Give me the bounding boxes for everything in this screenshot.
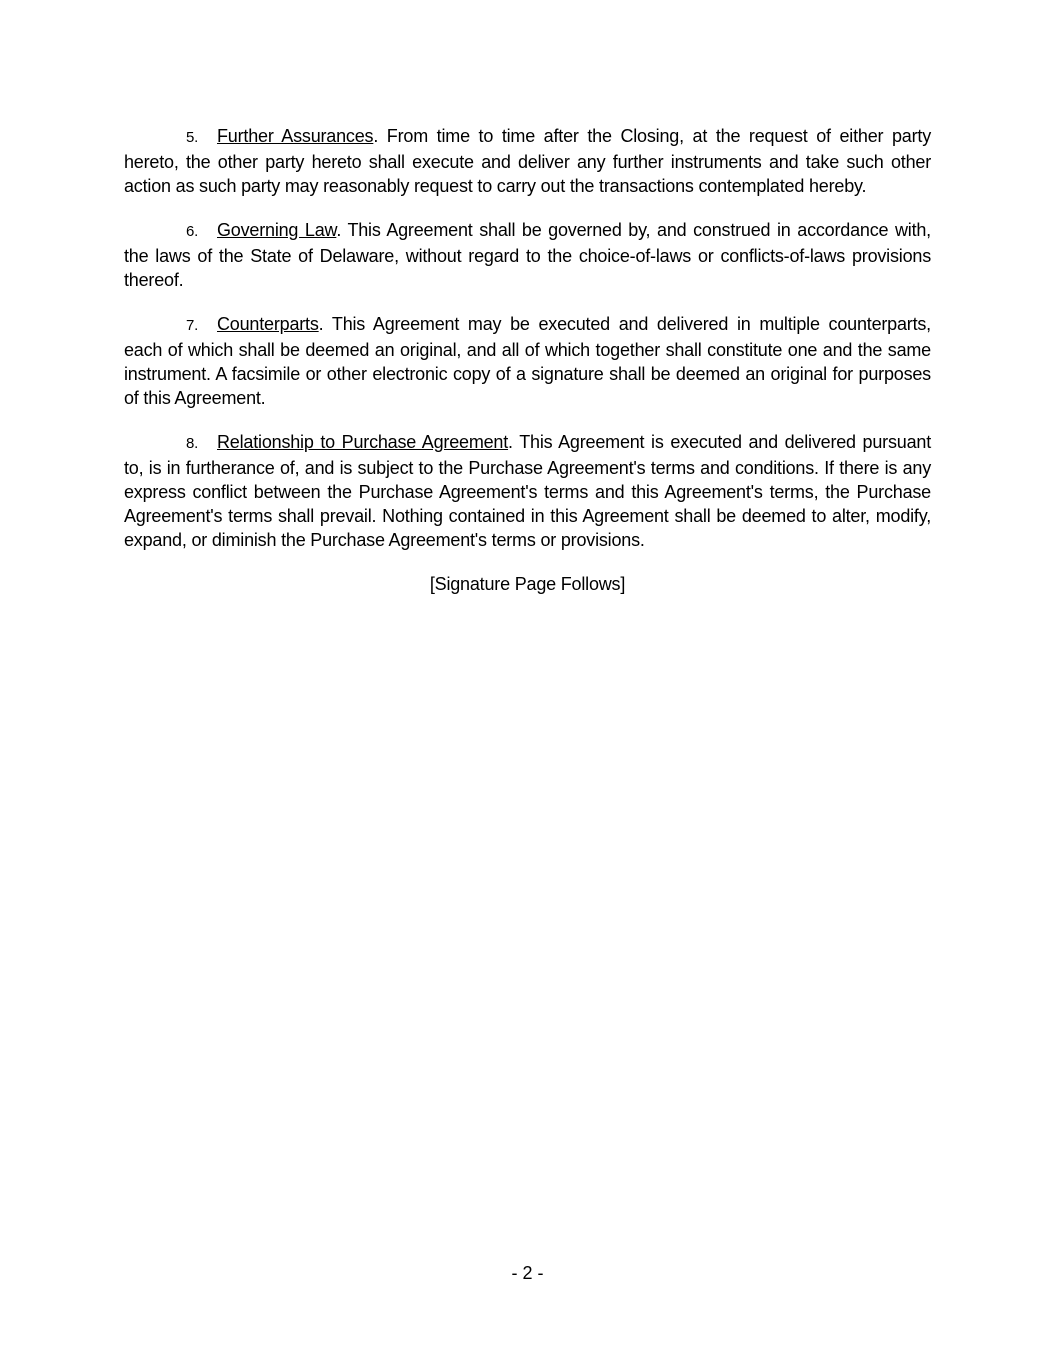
- section-5: [124, 124, 931, 198]
- signature-page-note: [Signature Page Follows]: [429, 574, 626, 594]
- document-body: [124, 124, 931, 596]
- section-heading: Governing Law: [217, 220, 337, 240]
- section-number: 8.: [186, 435, 199, 452]
- section-8: [124, 430, 931, 552]
- section-number: 7.: [186, 317, 199, 334]
- section-6: [124, 218, 931, 292]
- section-heading: Counterparts: [217, 314, 319, 334]
- page-number: - 2 -: [511, 1263, 544, 1283]
- section-number: 6.: [186, 223, 199, 240]
- section-heading: Relationship to Purchase Agreement: [217, 432, 509, 452]
- section-text: . This Agreement is executed and delivered pursuant to, is in furtherance of, and is subject to the Purchase Agreement's terms and conditions. If there is any express conflict between the Purchase Agreement's terms and this Agreement's terms, the Purchase Agreement's terms shall prevail. Nothing contained in this Agreement shall be deemed to alter, modify, expand, or diminish the Purchase Agreement's terms or provisions.: [124, 432, 931, 550]
- section-heading: Further Assurances: [217, 126, 374, 146]
- section-text: . From time to time after the Closing, at the request of either party hereto, the other party hereto shall execute and deliver any further instruments and take such other action as such party may reasonably request to carry out the transactions contemplated hereby.: [124, 126, 932, 196]
- section-text: . This Agreement shall be governed by, and construed in accordance with, the laws of the State of Delaware, without regard to the choice-of-laws or conflicts-of-laws provisions thereof.: [124, 220, 931, 290]
- section-number: 5.: [186, 129, 199, 146]
- section-text: . This Agreement may be executed and delivered in multiple counterparts, each of which shall be deemed an original, and all of which together shall constitute one and the same instrument. A facsimile or other electronic copy of a signature shall be deemed an original for purposes of this Agreement.: [124, 314, 931, 408]
- section-7: [124, 312, 931, 410]
